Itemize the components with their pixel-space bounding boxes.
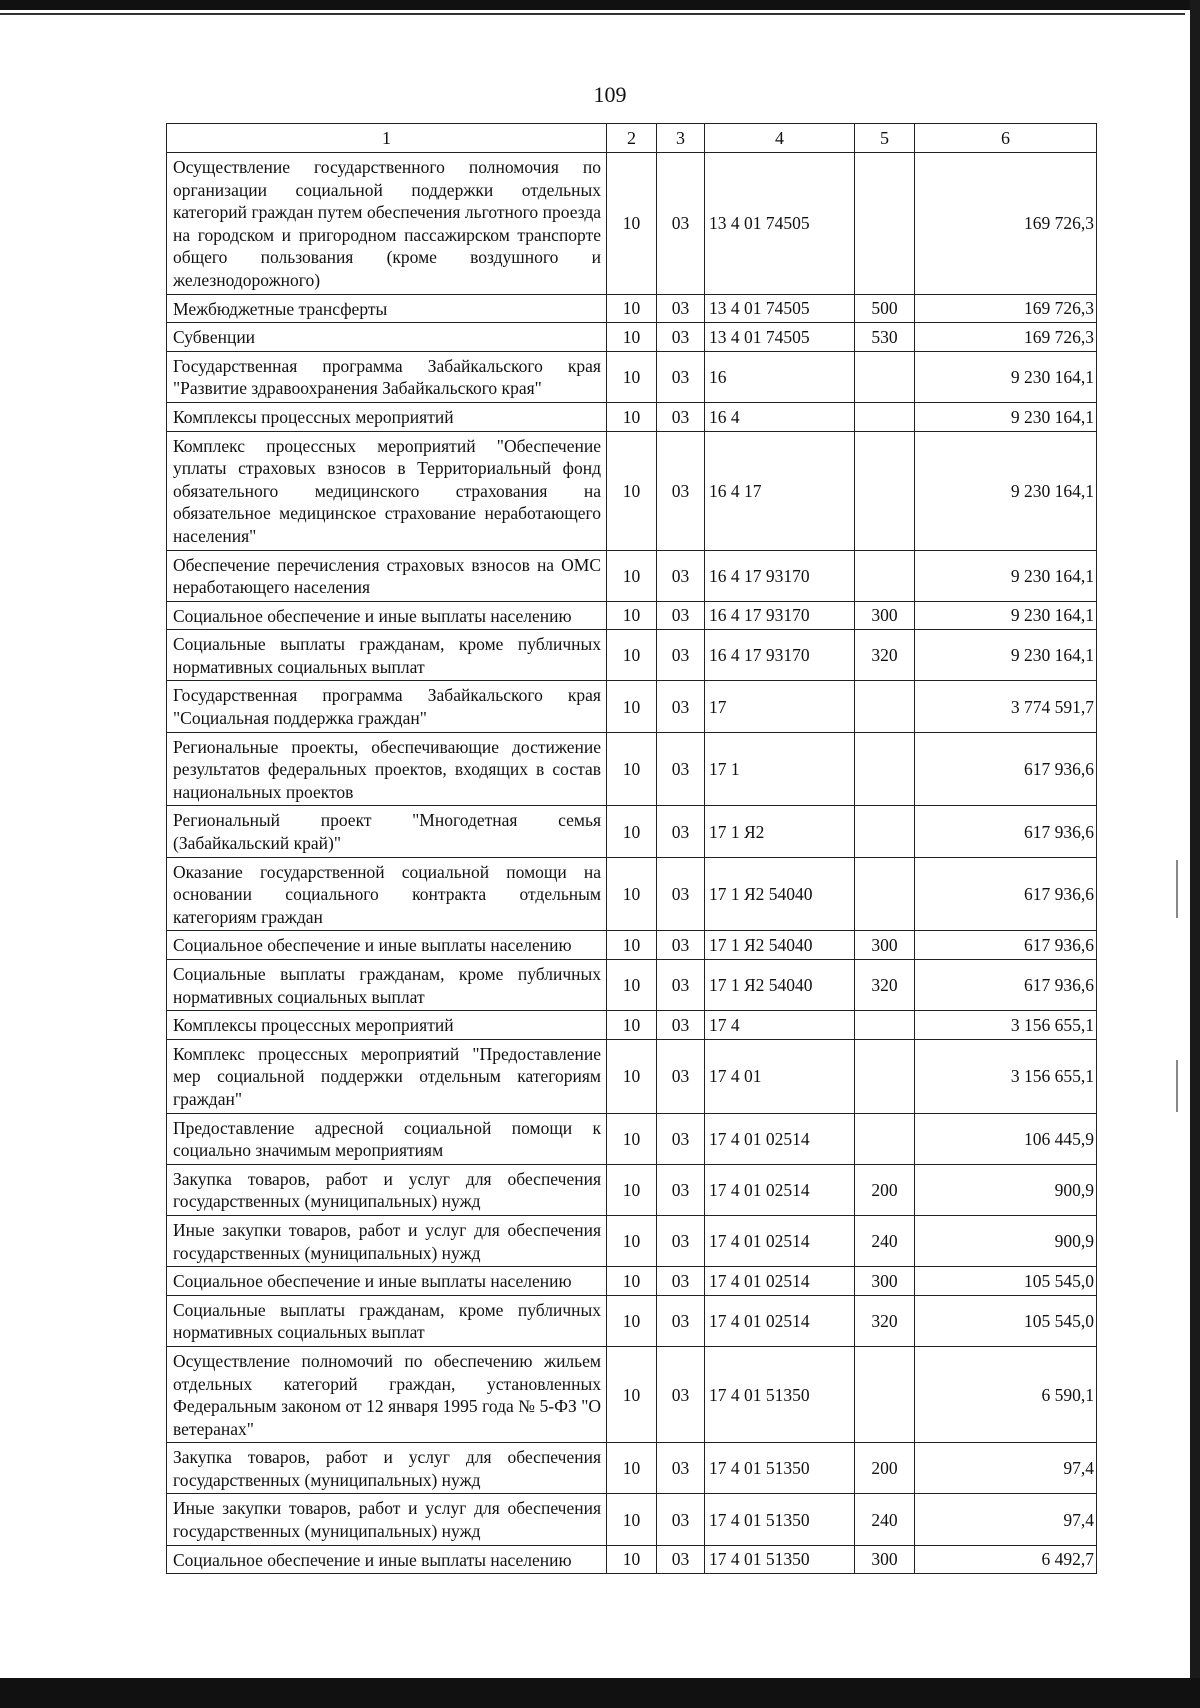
row-amount: 105 545,0	[915, 1267, 1097, 1296]
row-subsection: 03	[657, 1295, 705, 1346]
row-amount: 169 726,3	[915, 323, 1097, 352]
table-row	[167, 630, 1097, 681]
row-section: 10	[607, 1545, 657, 1574]
row-description: Иные закупки товаров, работ и услуг для обеспечения государственных (муниципальных) нужд	[167, 1215, 607, 1266]
row-subsection: 03	[657, 732, 705, 806]
header-col-4: 4	[705, 124, 855, 153]
row-amount: 169 726,3	[915, 153, 1097, 295]
row-expense-type: 200	[855, 1164, 915, 1215]
row-section: 10	[607, 1267, 657, 1296]
row-section: 10	[607, 1494, 657, 1545]
row-section: 10	[607, 323, 657, 352]
row-expense-type: 530	[855, 323, 915, 352]
header-col-6: 6	[915, 124, 1097, 153]
table-row	[167, 1215, 1097, 1266]
row-subsection: 03	[657, 402, 705, 431]
row-expense-type	[855, 732, 915, 806]
header-col-1: 1	[167, 124, 607, 153]
row-subsection: 03	[657, 857, 705, 931]
row-description: Закупка товаров, работ и услуг для обеспечения государственных (муниципальных) нужд	[167, 1164, 607, 1215]
row-section: 10	[607, 431, 657, 550]
row-description: Обеспечение перечисления страховых взносов на ОМС неработающего населения	[167, 550, 607, 601]
row-description: Государственная программа Забайкальского края "Социальная поддержка граждан"	[167, 681, 607, 732]
row-description: Осуществление государственного полномочия по организации социальной поддержки отдельных категорий граждан путем обеспечения льготного проезда на городском и пригородном пассажирском транспорте общего пользования (кроме воздушного и железнодорожного)	[167, 153, 607, 295]
row-section: 10	[607, 294, 657, 323]
row-section: 10	[607, 550, 657, 601]
table-row	[167, 681, 1097, 732]
row-amount: 617 936,6	[915, 732, 1097, 806]
row-target-code: 17 4 01 51350	[705, 1443, 855, 1494]
row-section: 10	[607, 1039, 657, 1113]
table-row	[167, 351, 1097, 402]
row-description: Осуществление полномочий по обеспечению жильем отдельных категорий граждан, установленных Федеральным законом от 12 января 1995 года № 5-ФЗ "О ветеранах"	[167, 1346, 607, 1442]
scan-margin-mark	[1176, 1060, 1178, 1112]
row-target-code: 17 4 01 51350	[705, 1545, 855, 1574]
header-col-2: 2	[607, 124, 657, 153]
row-target-code: 17 4 01 02514	[705, 1164, 855, 1215]
row-expense-type: 240	[855, 1494, 915, 1545]
row-subsection: 03	[657, 1267, 705, 1296]
row-expense-type: 300	[855, 1267, 915, 1296]
row-expense-type: 240	[855, 1215, 915, 1266]
row-expense-type	[855, 857, 915, 931]
table-row	[167, 153, 1097, 295]
table-row	[167, 601, 1097, 630]
row-amount: 9 230 164,1	[915, 550, 1097, 601]
row-expense-type	[855, 402, 915, 431]
row-expense-type: 200	[855, 1443, 915, 1494]
row-section: 10	[607, 931, 657, 960]
row-description: Комплекс процессных мероприятий "Обеспечение уплаты страховых взносов в Территориальный фонд обязательного медицинского страхования на обязательное медицинское страхование неработающего населения"	[167, 431, 607, 550]
row-expense-type	[855, 1011, 915, 1040]
row-amount: 6 492,7	[915, 1545, 1097, 1574]
table-row	[167, 931, 1097, 960]
row-section: 10	[607, 1215, 657, 1266]
row-section: 10	[607, 1295, 657, 1346]
row-amount: 9 230 164,1	[915, 402, 1097, 431]
table-row	[167, 431, 1097, 550]
row-expense-type	[855, 1039, 915, 1113]
row-expense-type: 320	[855, 1295, 915, 1346]
row-description: Социальное обеспечение и иные выплаты населению	[167, 601, 607, 630]
row-expense-type: 320	[855, 960, 915, 1011]
row-target-code: 16 4 17 93170	[705, 601, 855, 630]
row-target-code: 16 4	[705, 402, 855, 431]
row-target-code: 17	[705, 681, 855, 732]
row-target-code: 13 4 01 74505	[705, 153, 855, 295]
row-expense-type	[855, 351, 915, 402]
scan-margin-mark	[1176, 860, 1178, 918]
row-target-code: 17 4 01 02514	[705, 1295, 855, 1346]
row-description: Региональные проекты, обеспечивающие достижение результатов федеральных проектов, входящих в состав национальных проектов	[167, 732, 607, 806]
row-amount: 617 936,6	[915, 857, 1097, 931]
row-target-code: 17 4	[705, 1011, 855, 1040]
row-description: Государственная программа Забайкальского края "Развитие здравоохранения Забайкальского края"	[167, 351, 607, 402]
row-target-code: 13 4 01 74505	[705, 323, 855, 352]
row-amount: 106 445,9	[915, 1113, 1097, 1164]
row-amount: 6 590,1	[915, 1346, 1097, 1442]
table-row	[167, 1039, 1097, 1113]
row-subsection: 03	[657, 294, 705, 323]
row-section: 10	[607, 1113, 657, 1164]
row-expense-type: 320	[855, 630, 915, 681]
row-expense-type: 300	[855, 1545, 915, 1574]
row-amount: 3 156 655,1	[915, 1039, 1097, 1113]
row-description: Закупка товаров, работ и услуг для обеспечения государственных (муниципальных) нужд	[167, 1443, 607, 1494]
table-row	[167, 550, 1097, 601]
table-row	[167, 1443, 1097, 1494]
row-target-code: 16 4 17	[705, 431, 855, 550]
table-row	[167, 1113, 1097, 1164]
row-section: 10	[607, 732, 657, 806]
row-subsection: 03	[657, 601, 705, 630]
row-section: 10	[607, 857, 657, 931]
table-row	[167, 1346, 1097, 1442]
row-expense-type	[855, 153, 915, 295]
row-amount: 97,4	[915, 1494, 1097, 1545]
row-subsection: 03	[657, 1011, 705, 1040]
row-description: Субвенции	[167, 323, 607, 352]
row-target-code: 16 4 17 93170	[705, 550, 855, 601]
row-target-code: 17 1 Я2	[705, 806, 855, 857]
table-row	[167, 1164, 1097, 1215]
row-target-code: 16 4 17 93170	[705, 630, 855, 681]
row-expense-type: 300	[855, 931, 915, 960]
row-description: Социальное обеспечение и иные выплаты населению	[167, 1267, 607, 1296]
row-section: 10	[607, 601, 657, 630]
budget-table	[166, 123, 1097, 1574]
row-subsection: 03	[657, 630, 705, 681]
table-body	[167, 153, 1097, 1574]
table-row	[167, 1545, 1097, 1574]
row-description: Комплексы процессных мероприятий	[167, 402, 607, 431]
row-expense-type	[855, 681, 915, 732]
budget-table-container	[166, 123, 1096, 1574]
row-amount: 3 156 655,1	[915, 1011, 1097, 1040]
row-subsection: 03	[657, 1346, 705, 1442]
row-description: Комплексы процессных мероприятий	[167, 1011, 607, 1040]
row-subsection: 03	[657, 960, 705, 1011]
row-target-code: 17 1 Я2 54040	[705, 960, 855, 1011]
row-subsection: 03	[657, 351, 705, 402]
row-description: Социальное обеспечение и иные выплаты населению	[167, 931, 607, 960]
table-row	[167, 323, 1097, 352]
row-subsection: 03	[657, 1039, 705, 1113]
header-col-5: 5	[855, 124, 915, 153]
row-description: Социальные выплаты гражданам, кроме публичных нормативных социальных выплат	[167, 630, 607, 681]
row-target-code: 17 4 01 51350	[705, 1346, 855, 1442]
row-target-code: 16	[705, 351, 855, 402]
row-subsection: 03	[657, 1494, 705, 1545]
table-row	[167, 1011, 1097, 1040]
table-row	[167, 1494, 1097, 1545]
header-col-3: 3	[657, 124, 705, 153]
table-row	[167, 960, 1097, 1011]
row-target-code: 17 4 01 02514	[705, 1215, 855, 1266]
row-subsection: 03	[657, 550, 705, 601]
scan-right-edge	[1190, 0, 1200, 1708]
scan-top-line	[0, 13, 1185, 15]
row-target-code: 13 4 01 74505	[705, 294, 855, 323]
row-amount: 9 230 164,1	[915, 351, 1097, 402]
row-section: 10	[607, 402, 657, 431]
row-section: 10	[607, 351, 657, 402]
scan-top-edge	[0, 0, 1200, 10]
row-target-code: 17 4 01 02514	[705, 1113, 855, 1164]
row-expense-type	[855, 550, 915, 601]
row-target-code: 17 1 Я2 54040	[705, 931, 855, 960]
row-subsection: 03	[657, 1113, 705, 1164]
row-amount: 169 726,3	[915, 294, 1097, 323]
row-expense-type	[855, 1346, 915, 1442]
row-amount: 617 936,6	[915, 931, 1097, 960]
row-section: 10	[607, 681, 657, 732]
row-section: 10	[607, 1164, 657, 1215]
row-section: 10	[607, 630, 657, 681]
row-subsection: 03	[657, 931, 705, 960]
row-amount: 617 936,6	[915, 960, 1097, 1011]
row-expense-type	[855, 1113, 915, 1164]
table-row	[167, 1295, 1097, 1346]
table-row	[167, 806, 1097, 857]
row-amount: 617 936,6	[915, 806, 1097, 857]
page-number: 109	[593, 82, 627, 107]
row-description: Иные закупки товаров, работ и услуг для обеспечения государственных (муниципальных) нужд	[167, 1494, 607, 1545]
row-subsection: 03	[657, 1215, 705, 1266]
row-description: Социальное обеспечение и иные выплаты населению	[167, 1545, 607, 1574]
row-target-code: 17 1 Я2 54040	[705, 857, 855, 931]
row-subsection: 03	[657, 323, 705, 352]
row-amount: 105 545,0	[915, 1295, 1097, 1346]
row-description: Региональный проект "Многодетная семья (Забайкальский край)"	[167, 806, 607, 857]
row-target-code: 17 4 01 51350	[705, 1494, 855, 1545]
row-description: Предоставление адресной социальной помощи к социально значимым мероприятиям	[167, 1113, 607, 1164]
row-description: Межбюджетные трансферты	[167, 294, 607, 323]
table-row	[167, 402, 1097, 431]
table-row	[167, 857, 1097, 931]
row-amount: 3 774 591,7	[915, 681, 1097, 732]
row-subsection: 03	[657, 1164, 705, 1215]
row-subsection: 03	[657, 431, 705, 550]
row-amount: 900,9	[915, 1164, 1097, 1215]
row-section: 10	[607, 1011, 657, 1040]
row-subsection: 03	[657, 1545, 705, 1574]
table-row	[167, 732, 1097, 806]
row-description: Оказание государственной социальной помощи на основании социального контракта отдельным категориям граждан	[167, 857, 607, 931]
row-section: 10	[607, 960, 657, 1011]
row-expense-type	[855, 806, 915, 857]
row-expense-type: 500	[855, 294, 915, 323]
row-subsection: 03	[657, 806, 705, 857]
table-row	[167, 294, 1097, 323]
table-header-row	[167, 124, 1097, 153]
row-target-code: 17 4 01 02514	[705, 1267, 855, 1296]
row-description: Комплекс процессных мероприятий "Предоставление мер социальной поддержки отдельным категориям граждан"	[167, 1039, 607, 1113]
row-amount: 900,9	[915, 1215, 1097, 1266]
row-subsection: 03	[657, 1443, 705, 1494]
row-section: 10	[607, 806, 657, 857]
scan-bottom-edge	[0, 1678, 1200, 1708]
row-target-code: 17 1	[705, 732, 855, 806]
row-subsection: 03	[657, 153, 705, 295]
row-section: 10	[607, 153, 657, 295]
row-subsection: 03	[657, 681, 705, 732]
row-description: Социальные выплаты гражданам, кроме публичных нормативных социальных выплат	[167, 960, 607, 1011]
row-section: 10	[607, 1346, 657, 1442]
row-amount: 9 230 164,1	[915, 431, 1097, 550]
row-target-code: 17 4 01	[705, 1039, 855, 1113]
row-expense-type: 300	[855, 601, 915, 630]
table-row	[167, 1267, 1097, 1296]
row-description: Социальные выплаты гражданам, кроме публичных нормативных социальных выплат	[167, 1295, 607, 1346]
row-section: 10	[607, 1443, 657, 1494]
row-expense-type	[855, 431, 915, 550]
row-amount: 97,4	[915, 1443, 1097, 1494]
row-amount: 9 230 164,1	[915, 630, 1097, 681]
row-amount: 9 230 164,1	[915, 601, 1097, 630]
